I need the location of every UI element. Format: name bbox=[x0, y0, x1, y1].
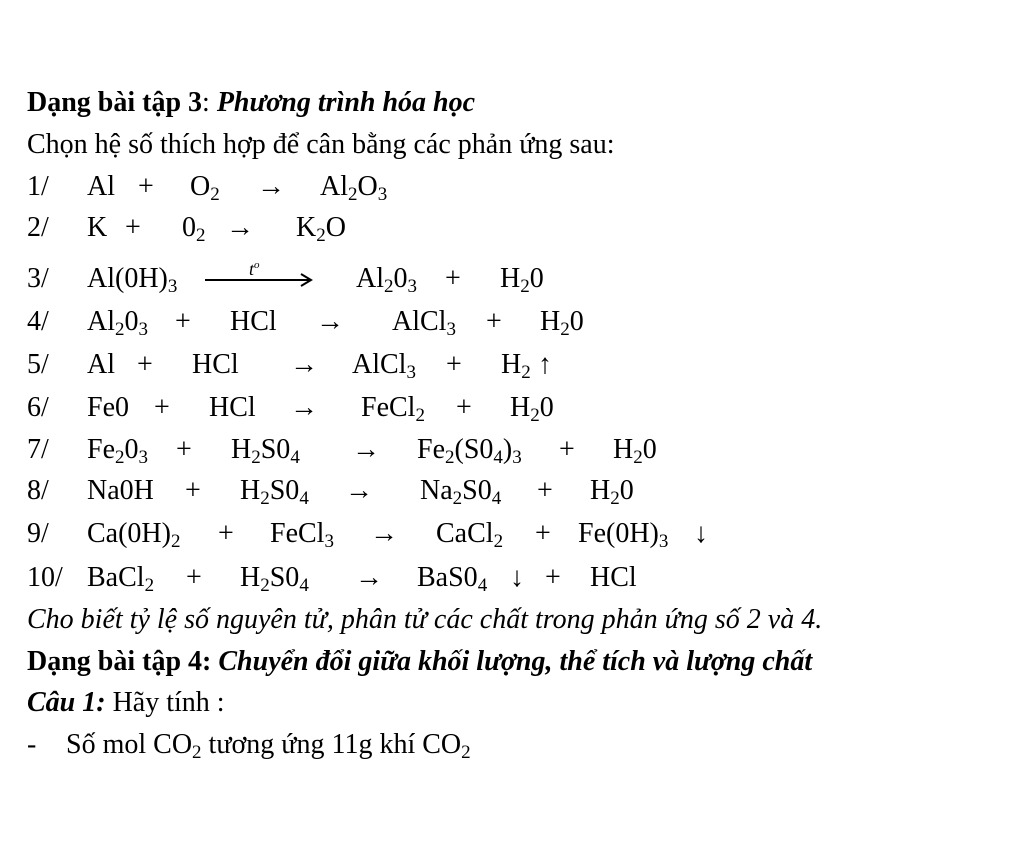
formula: BaCl$_2$ bbox=[87, 562, 155, 596]
question-label: Câu 1: bbox=[27, 687, 106, 718]
equation-number: 4/ bbox=[27, 306, 49, 337]
formula: $Fe_20_3$ bbox=[87, 434, 148, 468]
plus-sign: + bbox=[185, 475, 201, 506]
plus-sign: + bbox=[175, 306, 191, 337]
heading-title: Phương trình hóa học bbox=[216, 87, 476, 118]
equation-number: 2/ bbox=[27, 212, 49, 243]
formula: $H_2$ bbox=[501, 349, 531, 383]
formula: $Fe(0H)_3$ bbox=[578, 518, 669, 552]
formula: Fe0 bbox=[87, 392, 129, 423]
equation-row-2 bbox=[0, 211, 1024, 245]
arrow-icon: → bbox=[290, 392, 318, 423]
formula: $H_20$ bbox=[540, 306, 584, 340]
heading-prefix: Dạng bài tập 4: bbox=[27, 646, 212, 677]
formula: $BaS0_4$ bbox=[417, 562, 488, 596]
formula: $H_2S0_4$ bbox=[240, 562, 309, 596]
heading-exercise-4 bbox=[27, 645, 812, 679]
formula: FeCl$_3$ bbox=[270, 518, 334, 552]
heat-arrow-icon: $t^o$ bbox=[205, 262, 317, 296]
ratio-note: Cho biết tỷ lệ số nguyên tử, phân tử các chất trong phản ứng số 2 và 4. bbox=[27, 604, 823, 635]
formula: AlCl$_3$ bbox=[392, 306, 456, 340]
question-text: Hãy tính : bbox=[112, 687, 225, 718]
plus-sign: + bbox=[176, 434, 192, 465]
equation-number: 10/ bbox=[27, 562, 63, 593]
equation-row-4 bbox=[0, 305, 1024, 339]
question-item-text: Số mol $CO_2$ tương ứng 11g khí $CO_2$ bbox=[66, 729, 471, 763]
plus-sign: + bbox=[559, 434, 575, 465]
gas-up-arrow-icon: ↑ bbox=[538, 349, 552, 380]
equation-row-10 bbox=[0, 561, 1024, 595]
equation-number: 8/ bbox=[27, 475, 49, 506]
formula: $H_2S0_4$ bbox=[231, 434, 300, 468]
equation-number: 3/ bbox=[27, 263, 49, 294]
item-part: tương ứng 11g khí bbox=[208, 729, 416, 760]
equation-number: 1/ bbox=[27, 171, 49, 202]
equation-row-7 bbox=[0, 433, 1024, 467]
arrow-icon: → bbox=[352, 434, 380, 465]
heading-prefix: Dạng bài tập 3 bbox=[27, 87, 203, 118]
formula: HCl bbox=[590, 562, 637, 593]
formula: $H_20$ bbox=[590, 475, 634, 509]
formula: Na0H bbox=[87, 475, 154, 506]
plus-sign: + bbox=[138, 171, 154, 202]
arrow-icon: → bbox=[345, 475, 373, 506]
formula: $H_20$ bbox=[500, 263, 544, 297]
plus-sign: + bbox=[186, 562, 202, 593]
equation-row-5 bbox=[0, 348, 1024, 382]
arrow-icon: → bbox=[257, 171, 285, 202]
equation-number: 6/ bbox=[27, 392, 49, 423]
formula: $K_2O$ bbox=[296, 212, 346, 246]
arrow-icon: → bbox=[370, 518, 398, 549]
formula: CaCl$_2$ bbox=[436, 518, 504, 552]
formula: $0_2$ bbox=[182, 212, 206, 246]
precipitate-down-arrow-icon: ↓ bbox=[694, 518, 708, 549]
equation-row-1 bbox=[0, 170, 1024, 204]
formula: K bbox=[87, 212, 108, 243]
item-part: Số mol bbox=[66, 729, 147, 760]
plus-sign: + bbox=[154, 392, 170, 423]
plus-sign: + bbox=[218, 518, 234, 549]
list-dash: - bbox=[27, 729, 37, 760]
formula: $Al_2O_3$ bbox=[320, 171, 388, 205]
heading-title: Chuyển đổi giữa khối lượng, thể tích và lượng chất bbox=[218, 646, 813, 677]
question-item bbox=[0, 728, 1024, 762]
equation-number: 7/ bbox=[27, 434, 49, 465]
formula: HCl bbox=[230, 306, 277, 337]
formula: $Al(0H)_3$ bbox=[87, 263, 178, 297]
plus-sign: + bbox=[535, 518, 551, 549]
formula: $H_20$ bbox=[613, 434, 657, 468]
formula: $Al_20_3$ bbox=[87, 306, 148, 340]
arrow-icon: → bbox=[226, 212, 254, 243]
plus-sign: + bbox=[486, 306, 502, 337]
question-1 bbox=[27, 686, 225, 720]
plus-sign: + bbox=[445, 263, 461, 294]
instruction-text: Chọn hệ số thích hợp để cân bằng các phản ứng sau: bbox=[27, 129, 615, 160]
plus-sign: + bbox=[545, 562, 561, 593]
heading-colon: : bbox=[202, 87, 210, 118]
formula: HCl bbox=[192, 349, 239, 380]
precipitate-down-arrow-icon: ↓ bbox=[510, 562, 524, 593]
equation-row-6 bbox=[0, 391, 1024, 425]
heading-exercise-3 bbox=[27, 86, 475, 120]
equation-number: 9/ bbox=[27, 518, 49, 549]
formula: $H_2S0_4$ bbox=[240, 475, 309, 509]
equation-row-9 bbox=[0, 517, 1024, 551]
plus-sign: + bbox=[537, 475, 553, 506]
formula: $Fe_2(S0_4)_3$ bbox=[417, 434, 522, 468]
formula: FeCl$_2$ bbox=[361, 392, 425, 426]
equation-number: 5/ bbox=[27, 349, 49, 380]
formula: $Na_2S0_4$ bbox=[420, 475, 502, 509]
formula: HCl bbox=[209, 392, 256, 423]
plus-sign: + bbox=[125, 212, 141, 243]
formula: $Ca(0H)_2$ bbox=[87, 518, 181, 552]
arrow-icon: → bbox=[290, 349, 318, 380]
plus-sign: + bbox=[446, 349, 462, 380]
formula: Al bbox=[87, 349, 115, 380]
equation-row-3 bbox=[0, 259, 1024, 297]
formula: $Al_20_3$ bbox=[356, 263, 417, 297]
arrow-icon: → bbox=[316, 306, 344, 337]
equation-row-8 bbox=[0, 474, 1024, 508]
plus-sign: + bbox=[456, 392, 472, 423]
formula: $H_20$ bbox=[510, 392, 554, 426]
arrow-icon: → bbox=[355, 562, 383, 593]
formula: AlCl$_3$ bbox=[352, 349, 416, 383]
plus-sign: + bbox=[137, 349, 153, 380]
formula: Al bbox=[87, 171, 115, 202]
formula: $O_2$ bbox=[190, 171, 220, 205]
